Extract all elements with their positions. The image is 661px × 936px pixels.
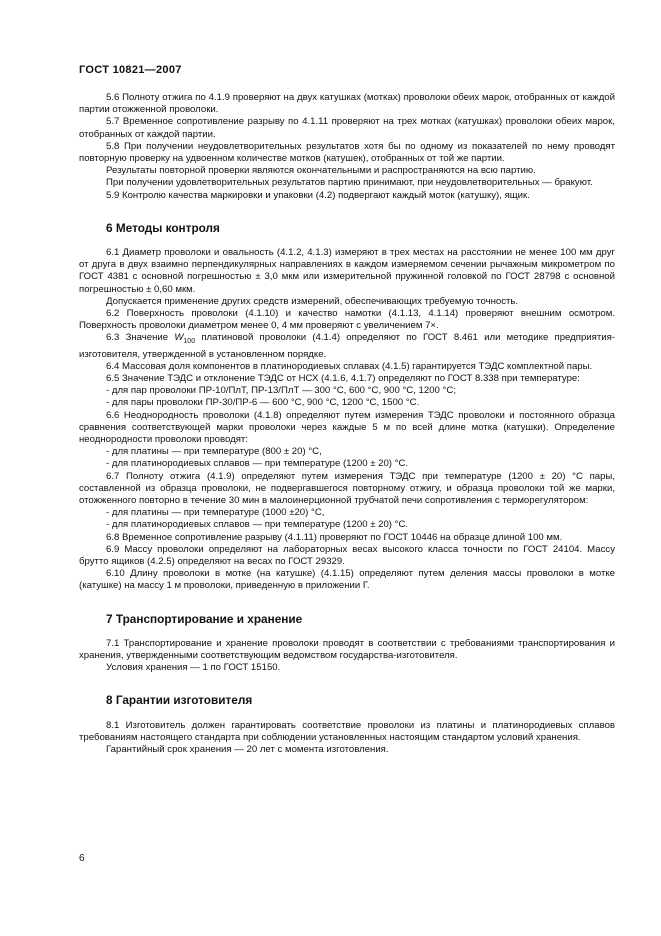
paragraph-6-5: 6.5 Значение ТЭДС и отклонение ТЭДС от НСХ (4.1.6, 4.1.7) определяют по ГОСТ 8.338 при температуре: [106,372,580,384]
list-item-6-7-b: - для платинородиевых сплавов — при температуре (1200 ± 20) °С. [106,519,409,531]
paragraph-7-1: 7.1 Транспортирование и хранение проволоки проводят в соответствии с требованиями транспортирования и хранения, утвержденными соответствующим ведомством государства-изготовителя. [79,637,615,662]
paragraph-6-2: 6.2 Поверхность проволоки (4.1.10) и качество намотки (4.1.13, 4.1.14) проверяют внешним осмотром. Поверхность проволоки диаметром менее 0, 4 мм проверяют с увеличением 7×. [79,308,615,332]
page-body [79,92,615,756]
paragraph-5-6: 5.6 Полноту отжига по 4.1.9 проверяют на двух катушках (мотках) проволоки обеих марок, отобранных от каждой партии отожженной проволоки. [79,92,615,116]
paragraph-6-8: 6.8 Временное сопротивление разрыву (4.1.11) проверяют по ГОСТ 10446 на образце длиной 100 мм. [106,531,563,543]
list-item-6-6-a: - для платины — при температуре (800 ± 20) °С, [106,446,322,458]
section-6-heading: 6 Методы контроля [106,220,220,235]
paragraph-7-1-conditions: Условия хранения — 1 по ГОСТ 15150. [106,662,281,674]
w100-symbol: W [174,332,184,344]
list-item-6-5-a: - для пар проволоки ПР-10/ПлТ, ПР-13/ПлТ — 300 °С, 600 °С, 900 °С, 1200 °С; [106,385,456,397]
paragraph-6-3-rest: платиновой проволоки (4.1.4) определяют по ГОСТ 8.461 или методике предприятия-изготовителя, утвержденной в установленном порядке. [79,332,615,360]
paragraph-6-9: 6.9 Массу проволоки определяют на лабораторных весах высокого класса точности по ГОСТ 24104. Массу брутто ящиков (4.2.5) определяют на весах по ГОСТ 29329. [79,543,615,568]
list-item-6-6-b: - для платинородиевых сплавов — при температуре (1200 ± 20) °С. [106,458,409,470]
paragraph-6-6: 6.6 Неоднородность проволоки (4.1.8) определяют путем измерения ТЭДС проволоки и постоянного образца сравнения соответствующей марки проволоки через каждые 5 м по всей длине мотка (катушки). Определение неоднородности проволоки проводят: [79,409,615,445]
paragraph-6-7: 6.7 Полноту отжига (4.1.9) определяют путем измерения ТЭДС при температуре (1200 ± 20) °С пары, составленной из образца проволоки, не подвергавшегося повторному отжигу, и образца проволоки той же марки, отожженного повторно в течение 30 мин в малоинерционной трубчатой печи сопротивления с терморегулятором: [79,470,615,506]
page-number: 6 [79,853,85,864]
paragraph-5-8-results: Результаты повторной проверки являются окончательными и распространяются на всю партию. [106,165,536,177]
paragraph-6-1-note: Допускается применение других средств измерений, обеспечивающих требуемую точность. [106,295,519,307]
paragraph-5-8-acceptance: При получении удовлетворительных результатов партию принимают, при неудовлетворительных — бракуют. [106,177,593,189]
paragraph-5-7: 5.7 Временное сопротивление разрыву по 4.1.11 проверяют на трех мотках (катушках) проволоки обеих марок, отобранных от каждой партии. [79,116,615,140]
paragraph-5-8: 5.8 При получении неудовлетворительных результатов хотя бы по одному из показателей по нему проводят повторную проверку на удвоенном количестве мотков (катушек), отобранных от той же партии. [79,140,615,165]
paragraph-6-1: 6.1 Диаметр проволоки и овальность (4.1.2, 4.1.3) измеряют в трех местах на расстоянии не менее 100 мм друг от друга в двух взаимно перпендикулярных направлениях в каждом измеряемом сечении рычажным микрометром по ГОСТ 4381 с основной погрешностью ± 3,0 мкм или измерительной пружинной головкой по ГОСТ 28798 с основной погрешностью ± 0,60 мкм. [79,247,615,295]
paragraph-6-3 [79,332,615,360]
section-8-heading: 8 Гарантии изготовителя [106,693,253,708]
paragraph-8-1-warranty: Гарантийный срок хранения — 20 лет с момента изготовления. [106,744,389,756]
w100-subscript: 100 [183,338,196,346]
paragraph-6-3-lead: 6.3 Значение [106,332,175,344]
paragraph-6-4: 6.4 Массовая доля компонентов в платинородиевых сплавах (4.1.5) гарантируется ТЭДС комплектной пары. [106,360,593,372]
paragraph-6-10: 6.10 Длину проволоки в мотке (на катушке) (4.1.15) определяют путем деления массы проволоки в мотке (катушке) на массу 1 м проволоки, приведенную в приложении Г. [79,568,615,592]
paragraph-5-9: 5.9 Контролю качества маркировки и упаковки (4.2) подвергают каждый моток (катушку), ящик. [106,189,530,201]
paragraph-8-1: 8.1 Изготовитель должен гарантировать соответствие проволоки из платины и платинородиевых сплавов требованиям настоящего стандарта при соблюдении установленных настоящим стандартом условий хранения. [79,719,615,743]
list-item-6-7-a: - для платины — при температуре (1000 ±20) °С, [106,507,325,519]
section-7-heading: 7 Транспортирование и хранение [106,611,303,626]
list-item-6-5-b: - для пары проволоки ПР-30/ПР-6 — 600 °С, 900 °С, 1200 °С, 1500 °С. [106,397,420,409]
page-header: ГОСТ 10821—2007 [79,64,182,76]
